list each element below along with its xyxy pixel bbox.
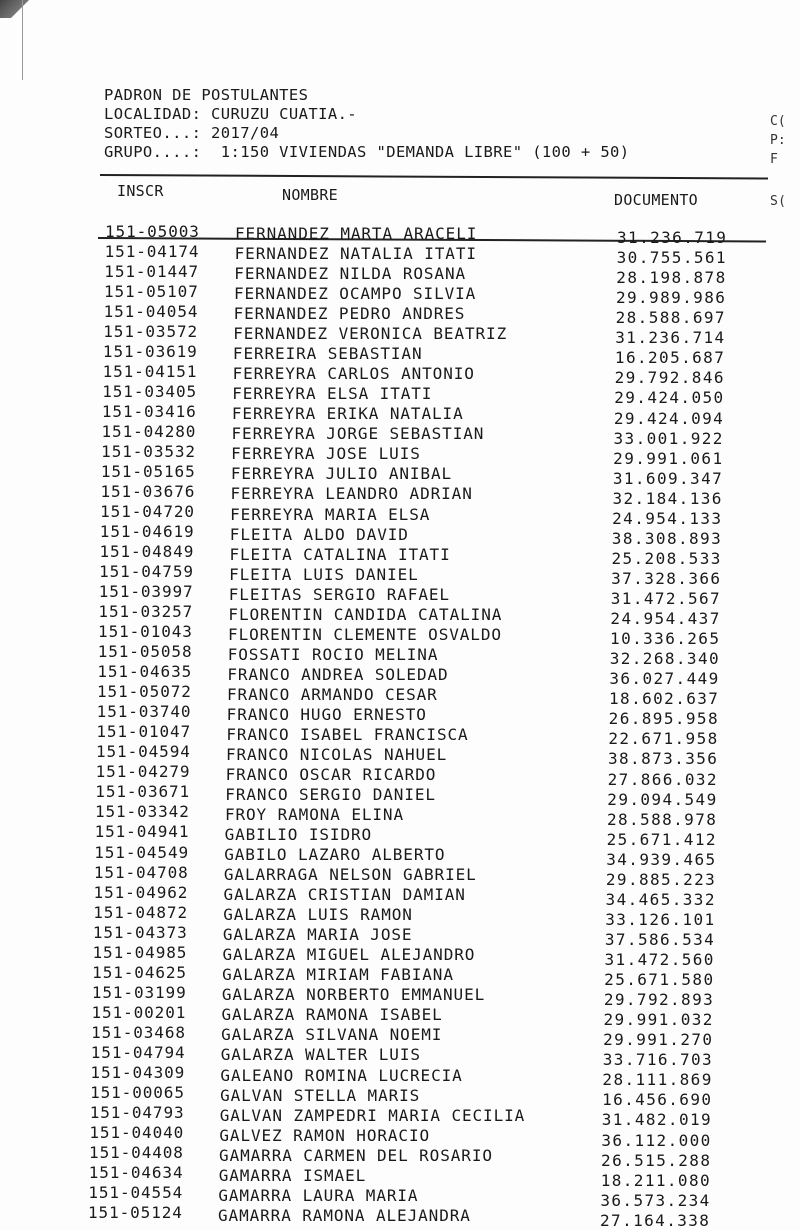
document-number: 29.424.094 — [613, 408, 725, 428]
inscription-number: 151-04849 — [99, 542, 195, 562]
column-header-documento: DOCUMENTO — [614, 191, 698, 209]
inscription-number: 151-05165 — [100, 462, 196, 482]
applicant-name: FRANCO HUGO ERNESTO — [226, 704, 427, 724]
document-number: 26.515.288 — [601, 1150, 712, 1170]
applicant-name: GALVAN STELLA MARIS — [220, 1085, 421, 1105]
applicant-name: FERREYRA JOSE LUIS — [231, 444, 421, 464]
inscription-number: 151-03405 — [102, 382, 198, 402]
applicant-name: FERNANDEZ OCAMPO SILVIA — [233, 284, 477, 304]
document-number: 24.954.437 — [610, 609, 721, 629]
applicant-name: GALARZA NORBERTO EMMANUEL — [221, 985, 486, 1005]
applicant-name: GALARRAGA NELSON GABRIEL — [223, 865, 477, 885]
inscription-number: 151-03257 — [98, 602, 194, 622]
document-number: 32.184.136 — [612, 488, 723, 508]
applicant-name: FLORENTIN CANDIDA CATALINA — [228, 604, 503, 624]
inscription-number: 151-03676 — [100, 482, 196, 502]
document-number: 28.588.697 — [615, 308, 726, 328]
document-number: 22.671.958 — [608, 729, 719, 749]
document-number: 38.308.893 — [611, 528, 723, 548]
applicant-name: GALARZA CRISTIAN DAMIAN — [223, 885, 466, 905]
applicant-name: GALARZA MIRIAM FABIANA — [222, 965, 454, 985]
inscription-number: 151-03740 — [96, 702, 192, 722]
inscription-number: 151-04872 — [93, 902, 188, 922]
inscription-number: 151-04594 — [95, 742, 191, 762]
document-number: 25.671.412 — [606, 829, 717, 849]
document-number: 26.895.958 — [608, 709, 719, 729]
inscription-number: 151-04625 — [92, 962, 187, 982]
applicant-name: FERNANDEZ VERONICA BEATRIZ — [233, 324, 508, 344]
inscription-number: 151-05107 — [103, 282, 199, 302]
applicant-name: FERREYRA JORGE SEBASTIAN — [231, 424, 485, 444]
applicant-name: FERREYRA LEANDRO ADRIAN — [230, 484, 473, 504]
applicant-name: FRANCO ISABEL FRANCISCA — [226, 724, 469, 744]
document-number: 36.027.449 — [609, 669, 720, 689]
document-number: 29.792.846 — [614, 368, 725, 388]
cut-fragment: S( — [770, 194, 787, 209]
applicant-name: FOSSATI ROCIO MELINA — [227, 644, 439, 664]
inscription-number: 151-04720 — [100, 502, 195, 522]
inscription-number: 151-05072 — [97, 682, 192, 702]
document-number: 31.609.347 — [612, 468, 724, 488]
column-header-inscr: INSCR — [117, 182, 164, 200]
document-number: 29.792.893 — [603, 990, 715, 1010]
inscription-number: 151-04280 — [101, 422, 197, 442]
document-number: 38.873.356 — [607, 749, 719, 769]
inscription-number: 151-04635 — [97, 662, 193, 682]
document-number: 32.268.340 — [609, 649, 721, 669]
document-number: 28.588.978 — [606, 809, 718, 829]
document-number: 29.094.549 — [607, 789, 718, 809]
inscription-number: 151-01043 — [98, 622, 193, 642]
document-number: 31.472.567 — [610, 589, 722, 609]
document-number: 24.954.133 — [612, 508, 723, 528]
applicant-name: GALVEZ RAMON HORACIO — [219, 1125, 431, 1145]
applicant-name: FLEITA ALDO DAVID — [229, 524, 409, 544]
applicant-name: FERNANDEZ NATALIA ITATI — [234, 244, 477, 264]
inscription-number: 151-04759 — [99, 562, 194, 582]
applicant-name: FERREYRA ELSA ITATI — [232, 384, 433, 404]
inscription-number: 151-04054 — [103, 302, 199, 322]
document-number: 31.482.019 — [601, 1110, 713, 1130]
applicant-name: GAMARRA RAMONA ALEJANDRA — [218, 1205, 471, 1225]
inscription-number: 151-03532 — [101, 442, 196, 462]
inscription-number: 151-04634 — [88, 1162, 184, 1182]
document-number: 18.602.637 — [609, 689, 720, 709]
inscription-number: 151-03997 — [98, 582, 194, 602]
document-number: 36.573.234 — [600, 1190, 711, 1210]
applicant-name: FERREYRA ERIKA NATALIA — [231, 404, 464, 424]
applicant-name: FLEITAS SERGIO RAFAEL — [228, 584, 450, 604]
applicant-name: GALARZA SILVANA NOEMI — [221, 1025, 443, 1045]
cut-fragment: P: — [770, 133, 786, 148]
inscription-number: 151-01447 — [104, 262, 200, 282]
document-number: 27.164.338 — [600, 1210, 711, 1230]
inscription-number: 151-04309 — [90, 1062, 186, 1082]
document-number: 27.866.032 — [607, 769, 718, 789]
applicant-name: FERNANDEZ PEDRO ANDRES — [233, 304, 466, 324]
applicant-name: FLEITA LUIS DANIEL — [229, 564, 419, 584]
applicant-name: FERREYRA MARIA ELSA — [230, 504, 431, 524]
header-title: PADRON DE POSTULANTES — [104, 86, 309, 104]
applicant-name: FERNANDEZ NILDA ROSANA — [234, 264, 467, 284]
document-number: 18.211.080 — [600, 1170, 712, 1190]
document-number: 37.328.366 — [611, 568, 722, 588]
applicant-name: GALARZA RAMONA ISABEL — [221, 1005, 443, 1025]
applicant-name: FERREIRA SEBASTIAN — [232, 344, 423, 364]
document-number: 16.205.687 — [614, 348, 726, 368]
applicant-name: GALARZA MARIA JOSE — [222, 925, 413, 945]
inscription-number: 151-05003 — [105, 222, 200, 241]
header-sorteo: SORTEO...: 2017/04 — [104, 124, 280, 142]
document-number: 10.336.265 — [610, 629, 721, 649]
document-number: 25.208.533 — [611, 548, 722, 568]
document-number: 33.126.101 — [605, 909, 716, 929]
cut-fragment: F — [770, 152, 778, 167]
applicant-name: FRANCO OSCAR RICARDO — [225, 764, 437, 784]
applicant-name: FRANCO ANDREA SOLEDAD — [227, 664, 449, 684]
applicant-name: GALVAN ZAMPEDRI MARIA CECILIA — [219, 1105, 526, 1125]
document-number: 36.112.000 — [601, 1130, 712, 1150]
applicant-name: FLORENTIN CLEMENTE OSVALDO — [228, 624, 502, 644]
applicant-name: FROY RAMONA ELINA — [224, 805, 404, 825]
applicant-name: FERREYRA JULIO ANIBAL — [230, 464, 453, 484]
inscription-number: 151-04619 — [99, 522, 195, 542]
document-number: 33.001.922 — [613, 428, 724, 448]
document-number: 34.465.332 — [605, 889, 716, 909]
document-number: 31.236.714 — [615, 328, 726, 348]
inscription-number: 151-04941 — [94, 822, 190, 842]
applicant-name: GAMARRA CARMEN DEL ROSARIO — [219, 1145, 493, 1165]
document-number: 16.456.690 — [602, 1090, 713, 1110]
document-number: 31.472.560 — [604, 950, 715, 970]
applicant-name: GALEANO ROMINA LUCRECIA — [220, 1065, 463, 1085]
applicant-name: GALARZA LUIS RAMON — [223, 905, 413, 925]
document-number: 29.991.270 — [603, 1030, 714, 1050]
inscription-number: 151-04985 — [92, 942, 188, 962]
inscription-number: 151-05124 — [88, 1202, 183, 1222]
inscription-number: 151-04151 — [102, 362, 198, 382]
inscription-number: 151-05058 — [97, 642, 193, 662]
inscription-number: 151-04554 — [88, 1182, 184, 1202]
inscription-number: 151-04174 — [104, 242, 200, 262]
applicant-name: GAMARRA ISMAEL — [218, 1165, 367, 1185]
inscription-number: 151-03416 — [101, 402, 197, 422]
inscription-number: 151-01047 — [96, 722, 192, 742]
inscription-number: 151-03619 — [102, 342, 198, 362]
applicant-name: FRANCO ARMANDO CESAR — [227, 684, 438, 704]
document-number: 29.424.050 — [614, 388, 725, 408]
document-number: 29.885.223 — [605, 869, 717, 889]
inscription-number: 151-03199 — [91, 982, 187, 1002]
applicant-name: FRANCO NICOLAS NAHUEL — [225, 744, 448, 764]
applicant-name: GABILO LAZARO ALBERTO — [224, 845, 446, 865]
applicant-name: GALARZA MIGUEL ALEJANDRO — [222, 945, 476, 965]
inscription-number: 151-03572 — [103, 322, 199, 342]
inscription-number: 151-04279 — [95, 762, 191, 782]
applicant-name: GAMARRA LAURA MARIA — [218, 1185, 419, 1205]
document-number: 30.755.561 — [616, 248, 727, 268]
inscription-number: 151-04040 — [89, 1122, 185, 1142]
inscription-number: 151-03671 — [95, 782, 191, 802]
cut-fragment: C( — [770, 114, 786, 129]
document-number: 31.236.719 — [617, 228, 728, 247]
inscription-number: 151-00201 — [91, 1002, 187, 1022]
header-localidad: LOCALIDAD: CURUZU CUATIA.- — [104, 105, 358, 123]
document-number: 34.939.465 — [606, 849, 717, 869]
inscription-number: 151-04794 — [90, 1042, 186, 1062]
inscription-number: 151-04549 — [94, 842, 190, 862]
document-number: 28.111.869 — [602, 1070, 713, 1090]
document-number: 25.671.580 — [604, 970, 715, 990]
document-number: 33.716.703 — [602, 1050, 714, 1070]
inscription-number: 151-04962 — [93, 882, 189, 902]
inscription-number: 151-03468 — [91, 1022, 186, 1042]
inscription-number: 151-04793 — [89, 1102, 185, 1122]
document-number: 28.198.878 — [616, 268, 727, 288]
document-number: 29.991.061 — [613, 448, 724, 468]
inscription-number: 151-03342 — [94, 802, 190, 822]
applicant-name: GALARZA WALTER LUIS — [220, 1045, 421, 1065]
applicant-name: FERREYRA CARLOS ANTONIO — [232, 364, 475, 384]
document-number: 37.586.534 — [604, 929, 716, 949]
header-grupo: GRUPO....: 1:150 VIVIENDAS "DEMANDA LIBRE" (100 + 50) — [104, 143, 630, 161]
inscription-number: 151-04708 — [93, 862, 189, 882]
document-number: 29.989.986 — [615, 288, 727, 308]
inscription-number: 151-00065 — [90, 1082, 185, 1102]
applicant-name: FERNANDEZ MARTA ARACELI — [235, 224, 478, 243]
document-number: 29.991.032 — [603, 1010, 714, 1030]
column-header-nombre: NOMBRE — [282, 186, 338, 204]
inscription-number: 151-04408 — [89, 1142, 184, 1162]
applicant-name: FRANCO SERGIO DANIEL — [225, 785, 436, 805]
inscription-number: 151-04373 — [92, 922, 188, 942]
applicant-name: GABILIO ISIDRO — [224, 825, 373, 845]
applicant-name: FLEITA CATALINA ITATI — [229, 544, 451, 564]
